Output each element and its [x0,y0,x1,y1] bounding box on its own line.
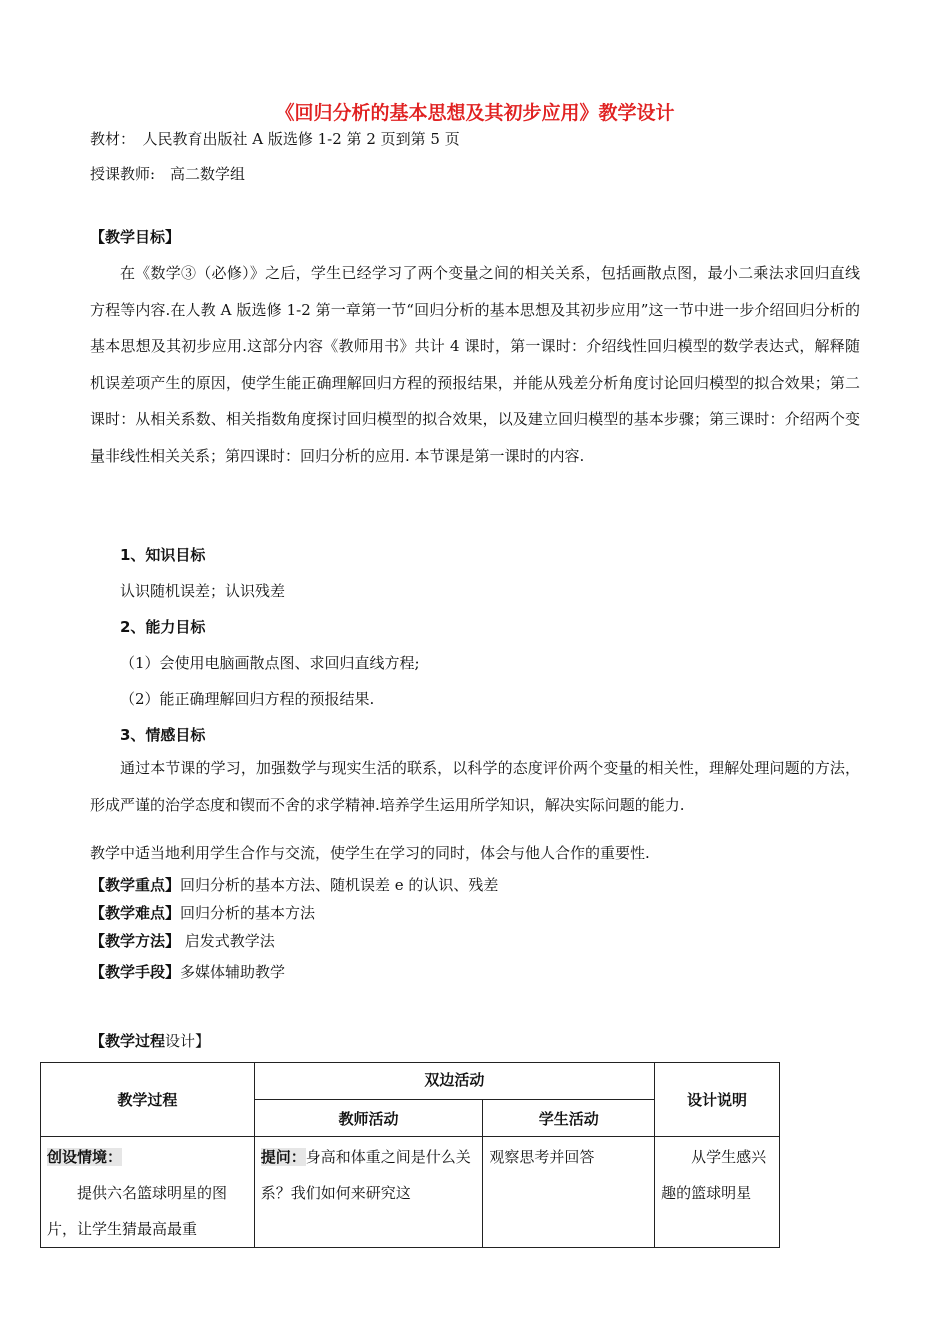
process-heading-bold: 【教学过程 [90,1032,166,1050]
header-student-activity: 学生活动 [483,1100,655,1137]
process-heading-rest: 设计】 [165,1032,211,1050]
row1-student-text: 观察思考并回答 [489,1148,595,1166]
key-points-text: 回归分析的基本方法、随机误差 e 的认识、残差 [180,876,499,894]
header-teacher-activity: 教师活动 [254,1100,483,1137]
knowledge-text: 认识随机误差；认识残差 [120,582,286,600]
ability-heading: 2、能力目标 [120,618,206,636]
row1-teacher-cell [254,1137,483,1248]
difficulties-line [90,902,315,923]
document-title: 《回归分析的基本思想及其初步应用》教学设计 [275,102,675,124]
emotion-heading: 3、情感目标 [120,726,206,744]
row1-process-cell [41,1137,255,1248]
objectives-intro: 在《数学③（必修）》之后，学生已经学习了两个变量之间的相关关系，包括画散点图，最小二乘法求回归直线方程等内容.在人教 A 版选修 1-2 第一章第一节“回归分析的基本思想及其初步应用”这一节中进一步介绍回归分析的基本思想及其初步应用.这部分内容《教师用书》共计 4 课时，第一课时：介绍线性回归模型的数学表达式，解释随机误差项产生的原因，使学生能正确理解回归方程的预报结果，并能从残差分析角度讨论回归模型的拟合效果；第二课时：从相关系数、相关指数角度探讨回归模型的拟合效果，以及建立回归模型的基本步骤；第三课时：介绍两个变量非线性相关关系；第四课时：回归分析的应用. 本节课是第一课时的内容. [90,264,860,465]
row1-student-cell [483,1137,655,1248]
method-label: 【教学方法】 [90,932,181,950]
means-line [90,961,285,982]
means-text: 多媒体辅助教学 [180,963,286,981]
textbook-line: 教材： 人民教育出版社 A 版选修 1-2 第 2 页到第 5 页 [90,130,460,148]
header-dual-activity: 双边活动 [254,1063,654,1100]
emotion-text-2: 教学中适当地利用学生合作与交流，使学生在学习的同时，体会与他人合作的重要性. [90,844,650,862]
ability-item-2: （2）能正确理解回归方程的预报结果. [120,690,375,708]
objectives-heading: 【教学目标】 [90,228,181,246]
process-heading [90,1030,210,1051]
teacher-line: 授课教师: 高二数学组 [90,165,246,183]
key-points-line [90,874,498,895]
method-line [90,930,275,951]
header-process: 教学过程 [41,1063,255,1137]
row1-teacher-text: 身高和体重之间是什么关系？我们如何来研究这 [260,1148,471,1202]
difficulties-label: 【教学难点】 [90,904,181,922]
ability-item-1: （1）会使用电脑画散点图、求回归直线方程; [120,654,420,672]
row1-teacher-label: 提问： [260,1148,306,1166]
row1-design-cell [655,1137,780,1248]
key-points-label: 【教学重点】 [90,876,181,894]
row1-design-text: 从学生感兴趣的篮球明星 [661,1148,767,1202]
emotion-text: 通过本节课的学习，加强数学与现实生活的联系，以科学的态度评价两个变量的相关性，理解处理问题的方法，形成严谨的治学态度和锲而不舍的求学精神.培养学生运用所学知识，解决实际问题的能力. [90,759,860,814]
difficulties-text: 回归分析的基本方法 [180,904,316,922]
method-text: 启发式教学法 [180,932,275,950]
header-design-notes: 设计说明 [655,1063,780,1137]
process-table [40,1062,780,1248]
row1-process-text: 提供六名篮球明星的图片，让学生猜最高最重 [47,1184,228,1238]
knowledge-heading: 1、知识目标 [120,546,206,564]
means-label: 【教学手段】 [90,963,181,981]
row1-process-label: 创设情境： [47,1148,123,1166]
